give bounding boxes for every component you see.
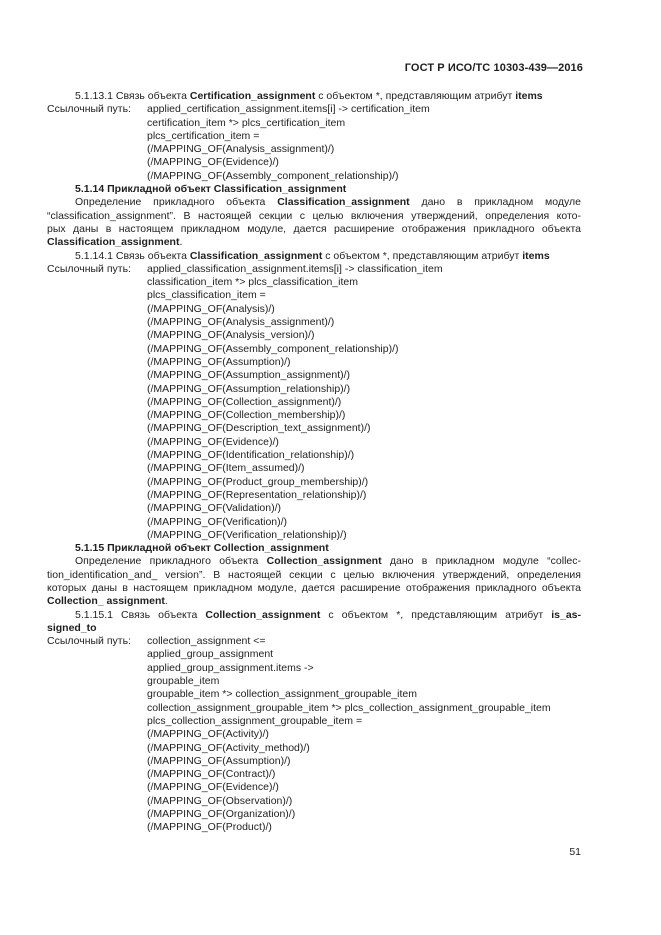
attribute-name: is_as- bbox=[551, 608, 581, 621]
paragraph-line: Collection_ assignment. bbox=[47, 595, 168, 608]
entity-name: Certification_assignment bbox=[189, 90, 316, 102]
path-line: (/MAPPING_OF(Assumption)/) bbox=[147, 355, 291, 368]
paragraph-line: рых даны в настоящем прикладном модуле, дается расширение отображения прикладного объекта bbox=[47, 222, 581, 235]
path-line: (/MAPPING_OF(Identification_relationship)/) bbox=[147, 449, 355, 462]
path-line: (/MAPPING_OF(Verification)/) bbox=[147, 515, 288, 528]
attribute-name: items bbox=[522, 249, 550, 262]
paragraph-line: Classification_assignment. bbox=[47, 236, 183, 249]
path-line: (/MAPPING_OF(Description_text_assignment)/) bbox=[147, 422, 371, 435]
path-line: (/MAPPING_OF(Item_assumed)/) bbox=[147, 462, 305, 475]
reference-path-label: Ссылочный путь: bbox=[47, 635, 131, 648]
path-line: (/MAPPING_OF(Evidence)/) bbox=[147, 156, 279, 169]
paragraph-line: Определение прикладного объекта Classification_assignment дано в прикладном модуле bbox=[75, 196, 581, 209]
entity-name: Collection_assignment bbox=[205, 608, 321, 621]
entity-name: Collection_assignment bbox=[266, 555, 382, 568]
path-line: (/MAPPING_OF(Assembly_component_relationship)/) bbox=[147, 342, 399, 355]
path-line: (/MAPPING_OF(Activity_method)/) bbox=[147, 741, 310, 754]
path-line: (/MAPPING_OF(Assumption_relationship)/) bbox=[147, 382, 351, 395]
path-line: groupable_item *> collection_assignment_groupable_item bbox=[147, 688, 417, 701]
attribute-name: items bbox=[515, 90, 543, 102]
path-line: applied_group_assignment bbox=[147, 648, 274, 661]
path-line: (/MAPPING_OF(Assembly_component_relationship)/) bbox=[147, 169, 399, 182]
reference-path-row bbox=[47, 103, 581, 116]
path-line: (/MAPPING_OF(Analysis_assignment)/) bbox=[147, 143, 335, 156]
path-line: applied_group_assignment.items -> bbox=[147, 661, 314, 674]
path-line: (/MAPPING_OF(Verification_relationship)/) bbox=[147, 528, 347, 541]
path-line: (/MAPPING_OF(Evidence)/) bbox=[147, 781, 279, 794]
path-line: certification_item *> plcs_certification_item bbox=[147, 116, 346, 129]
page-content bbox=[47, 90, 581, 835]
path-line: (/MAPPING_OF(Product_group_membership)/) bbox=[147, 475, 369, 488]
entity-name: Collection_ assignment bbox=[47, 595, 165, 608]
subsection-5-1-15-1-title: 5.1.15.1 Связь объекта Collection_assignment с объектом *, представляющим атрибут is_as- bbox=[75, 608, 581, 621]
subsection-5-1-13-1-title: 5.1.13.1 Связь объекта Certification_assignment с объектом *, представляющим атрибут items bbox=[75, 90, 543, 102]
entity-name: Classification_assignment bbox=[189, 249, 323, 262]
reference-path-row bbox=[47, 263, 581, 276]
path-line: (/MAPPING_OF(Analysis_assignment)/) bbox=[147, 316, 335, 329]
reference-path-label: Ссылочный путь: bbox=[47, 262, 131, 275]
path-line: classification_item *> plcs_classification_item bbox=[147, 276, 358, 289]
paragraph-line: Определение прикладного объекта Collection_assignment дано в прикладном модуле “collec- bbox=[75, 555, 581, 568]
path-line: groupable_item bbox=[147, 675, 220, 688]
paragraph-line: tion_identification_and_ version”. В настоящей секции с целью включения утверждений, определения bbox=[47, 568, 581, 581]
section-5-1-15-heading: 5.1.15 Прикладной объект Collection_assignment bbox=[75, 542, 329, 555]
path-line: (/MAPPING_OF(Analysis)/) bbox=[147, 302, 275, 315]
path-line: plcs_collection_assignment_groupable_item = bbox=[147, 714, 363, 727]
path-line: applied_classification_assignment.items[i] -> classification_item bbox=[147, 262, 443, 275]
path-line: plcs_classification_item = bbox=[147, 289, 266, 302]
path-line: collection_assignment <= bbox=[147, 635, 266, 648]
path-line: (/MAPPING_OF(Assumption_assignment)/) bbox=[147, 369, 351, 382]
path-line: (/MAPPING_OF(Collection_assignment)/) bbox=[147, 395, 342, 408]
path-line: (/MAPPING_OF(Representation_relationship)/) bbox=[147, 488, 367, 501]
page-number: 51 bbox=[569, 846, 581, 858]
section-5-1-14-heading: 5.1.14 Прикладной объект Classification_assignment bbox=[75, 183, 347, 196]
path-line: (/MAPPING_OF(Assumption)/) bbox=[147, 754, 291, 767]
path-line: (/MAPPING_OF(Activity)/) bbox=[147, 728, 269, 741]
path-line: (/MAPPING_OF(Observation)/) bbox=[147, 794, 293, 807]
paragraph-line: “classification_assignment”. В настоящей секции с целью включения утверждений, определения кото- bbox=[47, 209, 581, 222]
path-line: (/MAPPING_OF(Product)/) bbox=[147, 821, 272, 834]
path-line: plcs_certification_item = bbox=[147, 129, 260, 142]
path-line: (/MAPPING_OF(Evidence)/) bbox=[147, 435, 279, 448]
path-line: collection_assignment_groupable_item *> plcs_collection_assignment_groupable_item bbox=[147, 701, 551, 714]
paragraph-line: которых даны в настоящем прикладном модуле, дается расширение отображения прикладного объекта bbox=[47, 581, 581, 594]
entity-name: Classification_assignment bbox=[47, 236, 180, 249]
path-line: (/MAPPING_OF(Analysis_version)/) bbox=[147, 329, 315, 342]
path-line: (/MAPPING_OF(Organization)/) bbox=[147, 808, 296, 821]
path-line: (/MAPPING_OF(Collection_membership)/) bbox=[147, 409, 346, 422]
entity-name: Classification_assignment bbox=[277, 196, 410, 209]
paragraph-line bbox=[47, 622, 581, 635]
attribute-name: signed_to bbox=[47, 621, 97, 634]
document-header: ГОСТ Р ИСО/ТС 10303-439—2016 bbox=[404, 62, 583, 74]
path-line: (/MAPPING_OF(Contract)/) bbox=[147, 768, 276, 781]
path-line: (/MAPPING_OF(Validation)/) bbox=[147, 502, 282, 515]
subsection-5-1-14-1-title: 5.1.14.1 Связь объекта Classification_assignment с объектом *, представляющим атрибут items bbox=[75, 249, 550, 262]
path-line: applied_certification_assignment.items[i] -> certification_item bbox=[147, 103, 430, 116]
reference-path-label: Ссылочный путь: bbox=[47, 103, 131, 116]
reference-path-row bbox=[47, 635, 581, 648]
